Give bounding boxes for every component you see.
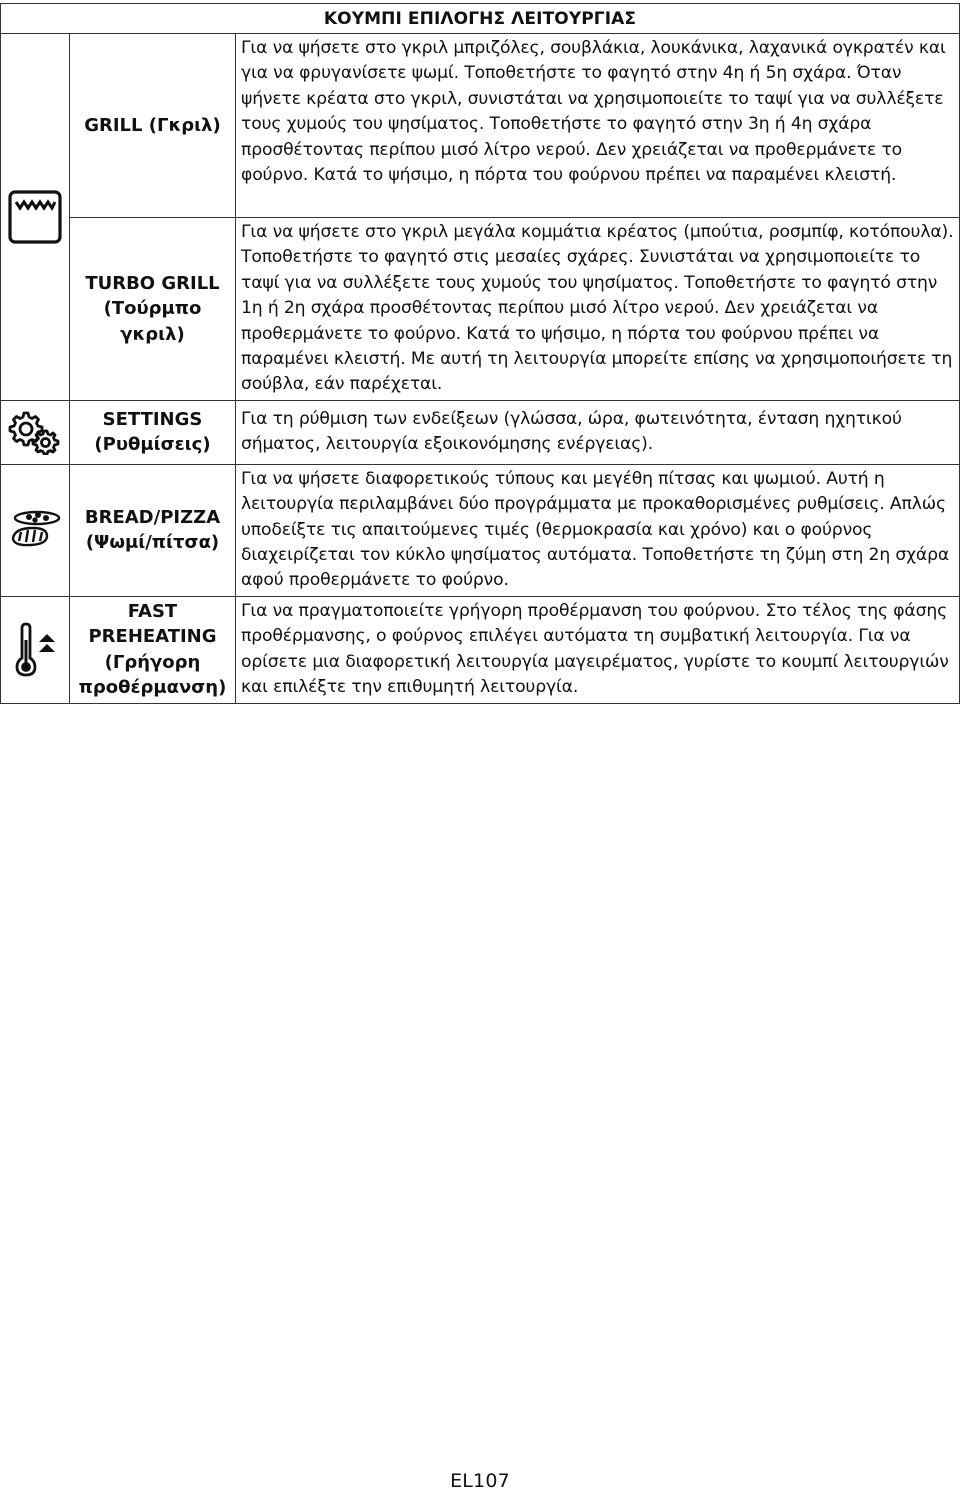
bread-pizza-icon-cell [1,464,70,596]
bread-pizza-icon [7,508,63,552]
table-header-row [1,4,960,34]
function-name-line: TURBO GRILL [85,272,220,294]
function-name-line: SETTINGS [102,408,203,430]
function-name-bread-pizza [70,464,236,596]
function-description-fast-preheating: Για να πραγματοποιείτε γρήγορη προθέρμανση του φούρνου. Στο τέλος της φάσης προθέρμανσης, ο φούρνος επιλέγει αυτόματα τη συμβατική λειτουργία. Για να ορίσετε μια διαφορετική λειτουργία μαγειρέματος, γυρίστε το κουμπί λειτουργιών και επιλέξτε την επιθυμητή λειτουργία. [236,596,960,703]
function-name-line: προθέρμανση) [78,677,227,699]
function-description-bread-pizza: Για να ψήσετε διαφορετικούς τύπους και μεγέθη πίτσας και ψωμιού. Αυτή η λειτουργία περιλαμβάνει δύο προγράμματα με προκαθορισμένες ρυθμίσεις. Απλώς υποδείξτε τις απαιτούμενες τιμές (θερμοκρασία και χρόνο) και ο φούρνος διαχειρίζεται τον κύκλο ψησίματος αυτόματα. Τοποθετήστε τη ζύμη στη 2η σχάρα αφού προθερμάνετε το φούρνο. [236,464,960,596]
function-selector-table [0,3,960,704]
grill-icon-cell [1,34,70,401]
function-description-settings: Για τη ρύθμιση των ενδείξεων (γλώσσα, ώρα, φωτεινότητα, ένταση ηχητικού σήματος, λειτουργία εξοικονόμησης ενέργειας). [236,400,960,464]
function-name-line: GRILL (Γκριλ) [84,114,221,136]
function-name-line: BREAD/PIZZA [84,506,221,528]
function-description-turbo-grill: Για να ψήσετε στο γκριλ μεγάλα κομμάτια κρέατος (μπούτια, ροσμπίφ, κοτόπουλα). Τοποθετήστε το φαγητό στις μεσαίες σχάρες. Συνιστάται να χρησιμοποιείτε το ταψί για να συλλέξετε τους χυμούς του ψησίματος. Τοποθετήστε το φαγητό στην 1η ή 2η σχάρα προσθέτοντας περίπου μισό λίτρο νερού. Δεν χρειάζεται να προθερμάνετε το φούρνο. Κατά το ψήσιμο, η πόρτα του φούρνου πρέπει να παραμένει κλειστή. Με αυτή τη λειτουργία μπορείτε επίσης να χρησιμοποιήσετε τη σούβλα, εάν παρέχεται. [236,218,960,401]
function-name-grill [70,34,236,218]
settings-icon-cell [1,400,70,464]
page-number: EL107 [450,1470,510,1492]
table-row [1,464,960,596]
function-name-turbo-grill [70,218,236,401]
function-name-line: PREHEATING [88,626,217,648]
function-name-line: γκριλ) [120,323,185,345]
table-row [1,400,960,464]
function-name-line: (Τούρμπο [103,298,202,320]
function-name-line: (Ψωμί/πίτσα) [85,532,220,554]
table-row [1,218,960,401]
function-name-settings [70,400,236,464]
fast-preheating-icon-cell [1,596,70,703]
function-name-line: (Ρυθμίσεις) [94,434,211,456]
table-title: ΚΟΥΜΠΙ ΕΠΙΛΟΓΗΣ ΛΕΙΤΟΥΡΓΙΑΣ [1,4,960,34]
function-name-line: FAST [127,600,178,622]
settings-gears-icon [8,409,62,455]
table-row [1,34,960,218]
grill-icon [7,189,63,245]
function-description-grill: Για να ψήσετε στο γκριλ μπριζόλες, σουβλάκια, λουκάνικα, λαχανικά ογκρατέν και για να φρυγανίσετε ψωμί. Τοποθετήστε το φαγητό στην 4η ή 5η σχάρα. Όταν ψήνετε κρέατα στο γκριλ, συνιστάται να χρησιμοποιείτε το ταψί για να συλλέξετε τους χυμούς του ψησίματος. Τοποθετήστε το φαγητό στην 3η ή 4η σχάρα προσθέτοντας περίπου μισό λίτρο νερού. Δεν χρειάζεται να προθερμάνετε το φούρνο. Κατά το ψήσιμο, η πόρτα του φούρνου πρέπει να παραμένει κλειστή. [236,34,960,218]
function-name-fast-preheating [70,596,236,703]
function-name-line: (Γρήγορη [104,651,201,673]
fast-preheating-icon [12,622,58,678]
table-row [1,596,960,703]
